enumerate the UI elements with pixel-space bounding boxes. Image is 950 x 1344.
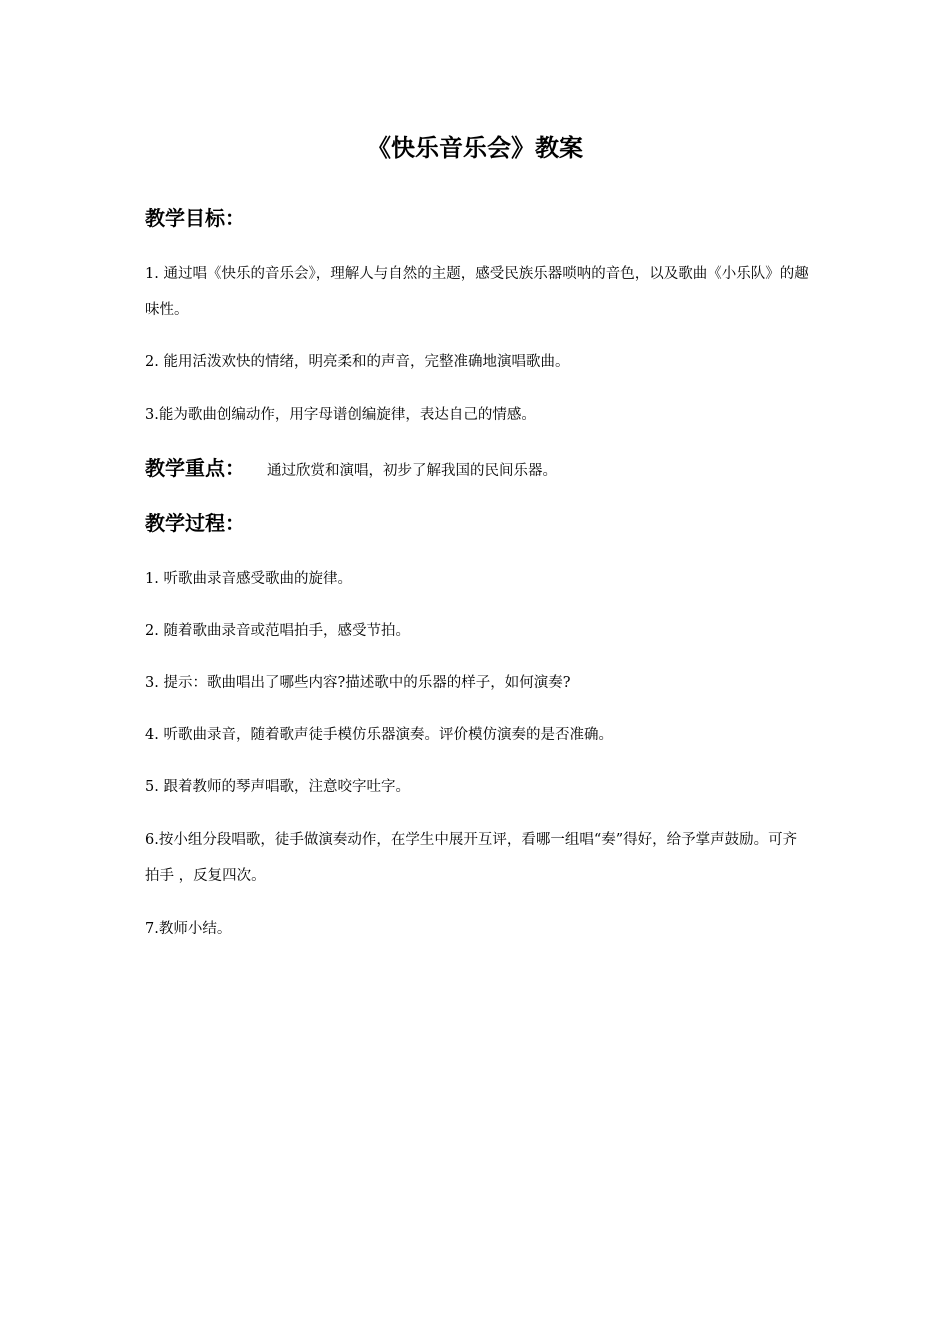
key-point-line <box>145 453 557 486</box>
goal-item-3: 3.能为歌曲创编动作，用字母谱创编旋律，表达自己的情感。 <box>145 407 536 423</box>
process-item-3: 3. 提示：歌曲唱出了哪些内容?描述歌中的乐器的样子，如何演奏? <box>145 675 571 691</box>
process-item-4: 4. 听歌曲录音，随着歌声徒手模仿乐器演奏。评价模仿演奏的是否准确。 <box>145 727 613 743</box>
key-point-heading: 教学重点： <box>145 456 245 480</box>
process-heading: 教学过程： <box>145 511 245 535</box>
goals-heading: 教学目标： <box>145 206 245 230</box>
process-item-5: 5. 跟着教师的琴声唱歌，注意咬字吐字。 <box>145 779 410 795</box>
process-item-6: 6.按小组分段唱歌，徒手做演奏动作，在学生中展开互评，看哪一组唱“奏”得好，给予掌声鼓励。可齐拍手 ，反复四次。 <box>145 832 798 884</box>
document-title: 《快乐音乐会》教案 <box>367 134 583 162</box>
key-point-text: 通过欣赏和演唱，初步了解我国的民间乐器。 <box>267 463 557 479</box>
process-item-2: 2. 随着歌曲录音或范唱拍手，感受节拍。 <box>145 623 410 639</box>
process-item-7: 7.教师小结。 <box>145 921 232 937</box>
goal-item-1: 1. 通过唱《快乐的音乐会》，理解人与自然的主题，感受民族乐器唢呐的音色，以及歌曲《小乐队》的趣味性。 <box>145 266 809 318</box>
goal-item-2: 2. 能用活泼欢快的情绪，明亮柔和的声音，完整准确地演唱歌曲。 <box>145 354 570 370</box>
process-item-1: 1. 听歌曲录音感受歌曲的旋律。 <box>145 571 352 587</box>
